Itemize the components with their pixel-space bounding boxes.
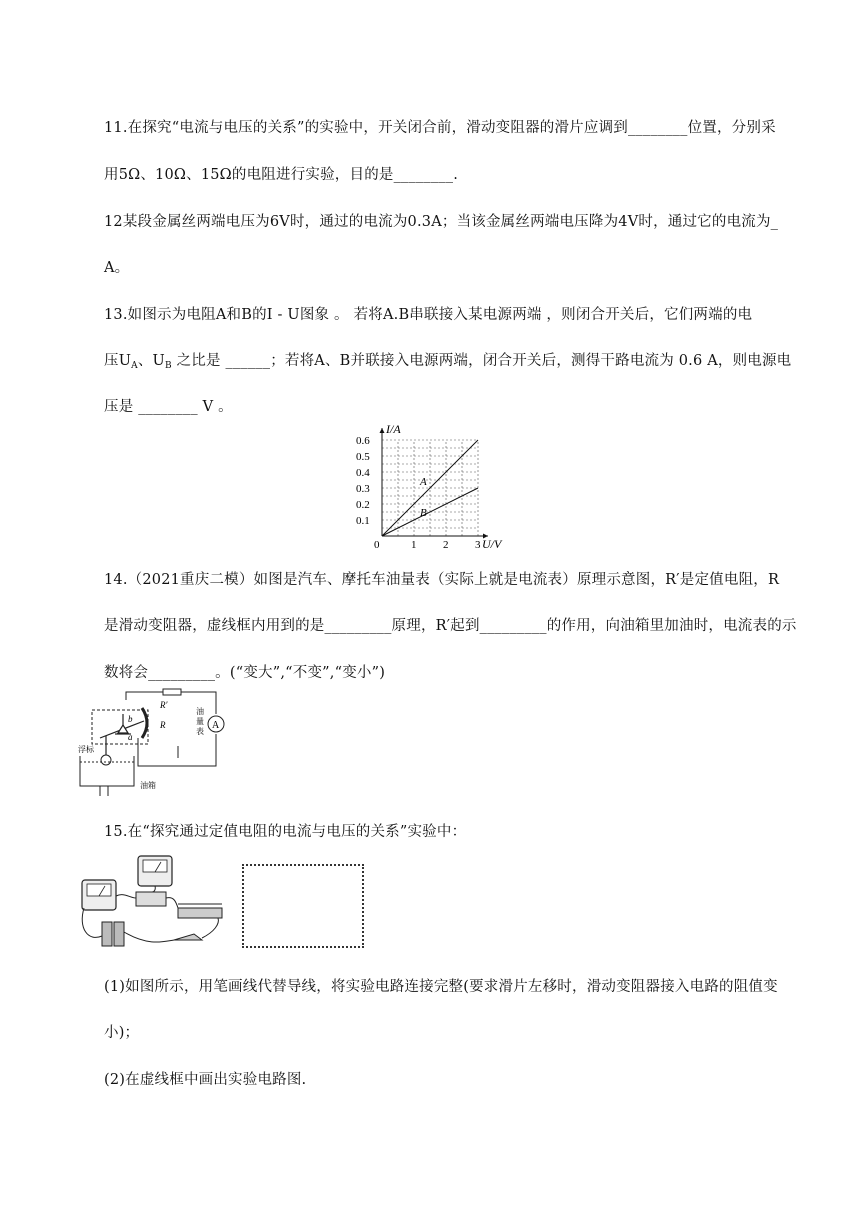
chart-y-tick-label: 0.1: [356, 515, 370, 527]
label-r-prime: R′: [160, 700, 168, 710]
q13-text-mid: 、U: [137, 353, 165, 369]
q14-line-3: 数将会_________。(“变大”,“不变”,“变小”): [104, 665, 386, 681]
q13-text-pre: 压U: [104, 353, 132, 369]
label-tank: 油箱: [140, 781, 156, 790]
ammeter-letter: A: [212, 720, 220, 731]
chart-y-axis-label: I/A: [386, 422, 401, 436]
variable-resistor-r: [142, 708, 147, 738]
label-r: R: [160, 720, 166, 730]
q11-line-2: 用5Ω、10Ω、15Ω的电阻进行实验，目的是________.: [104, 167, 459, 183]
label-float: 浮标: [78, 745, 94, 754]
q14-line-1: 14.（2021重庆二模）如图是汽车、摩托车油量表（实际上就是电流表）原理示意图，R′是定值电阻，R: [104, 572, 780, 588]
float-symbol: [101, 755, 111, 765]
chart-y-tick-label: 0.5: [356, 451, 370, 463]
iu-chart: [340, 418, 520, 556]
q13-subscript-b: B: [164, 361, 172, 371]
q13-line-2: [104, 349, 791, 371]
lever-arm: [100, 714, 144, 756]
fuel-gauge-circuit-figure: [78, 688, 248, 808]
q15-title: 15.在“探究通过定值电阻的电流与电压的关系”实验中：: [104, 824, 467, 840]
q11-line-1: 11.在探究“电流与电压的关系”的实验中，开关闭合前，滑动变阻器的滑片应调到________位置，分别采: [104, 120, 776, 136]
chart-x-axis-label: U/V: [482, 537, 502, 551]
q13-text-post: 之比是 ______；若将A、B并联接入电源两端，闭合开关后，测得干路电流为 0.6 A，则电源电: [171, 353, 792, 369]
label-b: b: [128, 714, 133, 724]
q14-line-2: 是滑动变阻器，虚线框内用到的是_________原理，R′起到_________的作用，向油箱里加油时，电流表的示: [104, 618, 797, 634]
chart-y-tick-label: 0.4: [356, 467, 370, 479]
chart-x-tick-label: 2: [443, 539, 449, 551]
label-fuel-gauge: 油 量 表: [196, 707, 204, 736]
q13-subscript-a: A: [131, 361, 138, 371]
dashed-lever-box: [92, 710, 148, 744]
experiment-apparatus-figure: [78, 852, 228, 950]
chart-x-tick-label: 1: [411, 539, 417, 551]
fixed-resistor-r-prime: [163, 689, 181, 695]
chart-series-label-b: B: [420, 507, 427, 519]
q13-line-3: 压是 ________ V 。: [104, 399, 233, 415]
chart-y-tick-label: 0.2: [356, 499, 370, 511]
q12-line-1: 12某段金属丝两端电压为6V时，通过的电流为0.3A；当该金属丝两端电压降为4V时，通过它的电流为_: [104, 214, 779, 230]
q15-part2: (2)在虚线框中画出实验电路图.: [104, 1072, 307, 1088]
chart-y-tick-label: 0.3: [356, 483, 370, 495]
chart-x-tick-label: 3: [475, 539, 481, 551]
q13-line-1: 13.如图示为电阻A和B的I - U图象 。 若将A.B串联接入某电源两端 ，则闭合开关后，它们两端的电: [104, 307, 753, 323]
chart-y-axis-arrow: [380, 428, 385, 433]
q12-line-2: A。: [104, 260, 130, 276]
q15-part1-line-2: 小)；: [104, 1025, 140, 1041]
chart-origin-label: 0: [374, 539, 380, 551]
label-a: a: [128, 732, 133, 742]
chart-series-label-a: A: [420, 476, 427, 488]
chart-y-tick-label: 0.6: [356, 435, 370, 447]
q15-part1-line-1: (1)如图所示，用笔画线代替导线，将实验电路连接完整(要求滑片左移时，滑动变阻器接入电路的阻值变: [104, 979, 778, 995]
dashed-drawing-box: [242, 864, 364, 948]
